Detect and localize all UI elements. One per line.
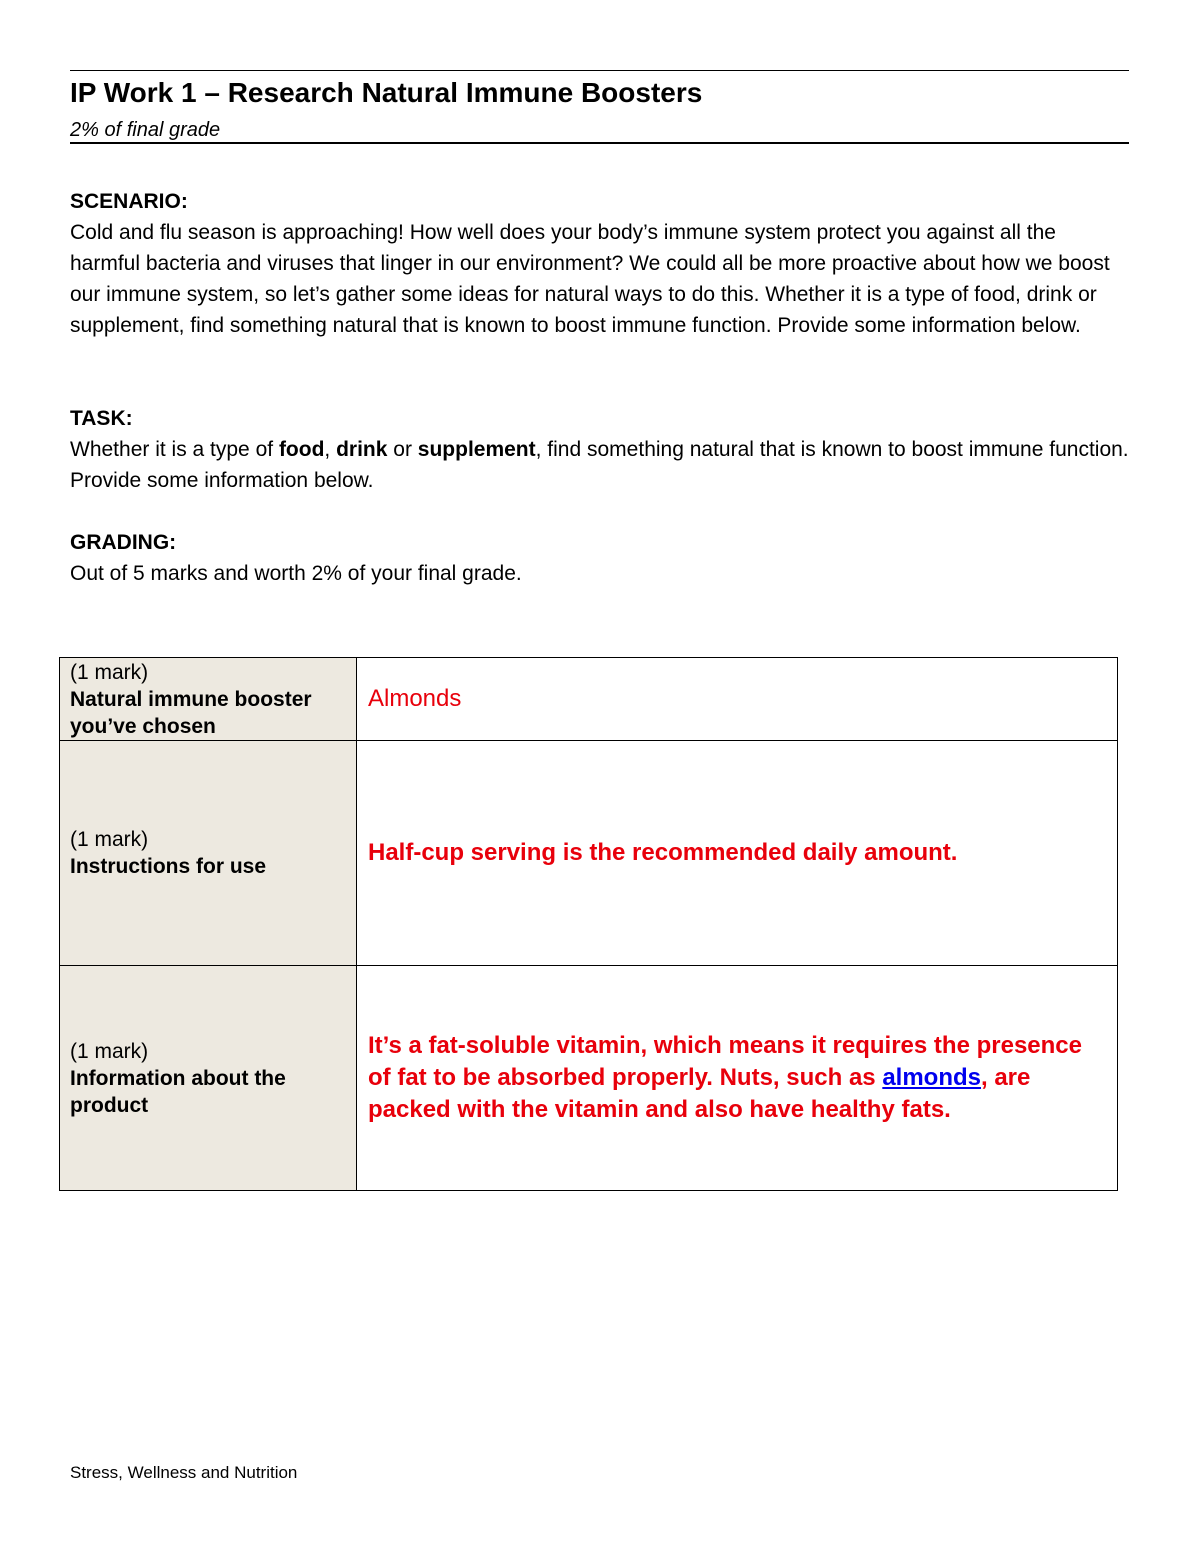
task-section (70, 403, 1130, 496)
grading-text: Out of 5 marks and worth 2% of your final grade. (70, 562, 522, 585)
row-marks: (1 mark) (70, 1039, 149, 1063)
scenario-heading: SCENARIO: (70, 190, 188, 213)
answer-table (59, 657, 1118, 1191)
row-marks: (1 mark) (70, 660, 149, 684)
task-text (70, 434, 1130, 496)
answer-text-2: , are packed with the vitamin and also have healthy fats. (368, 1064, 1031, 1123)
row-label: Information about the product (70, 1066, 286, 1117)
task-heading: TASK: (70, 407, 133, 430)
page-subtitle: 2% of final grade (70, 119, 221, 141)
task-text-1: Whether it is a type of (70, 438, 279, 461)
row-marks: (1 mark) (70, 828, 149, 851)
row-answer-cell: Half-cup serving is the recommended daily amount. (357, 741, 1118, 966)
row-label: Natural immune booster you’ve chosen (70, 687, 312, 738)
row-label-cell (60, 966, 357, 1191)
answer-text-1: It’s a fat-soluble vitamin, which means it requires the presence of fat to be absorbed properly. Nuts, such as (368, 1032, 1082, 1091)
row-label: Instructions for use (70, 855, 267, 878)
task-text-2: , (324, 438, 337, 461)
task-bold-supplement: supplement (417, 438, 536, 461)
almonds-link[interactable]: almonds (882, 1064, 981, 1091)
page-title: IP Work 1 – Research Natural Immune Boosters (70, 77, 703, 108)
task-text-3: or (387, 438, 418, 461)
row-label-cell (60, 658, 357, 741)
table-row (60, 741, 1118, 966)
task-text-4: , find something natural that is known to boost immune function. Provide some information below. (70, 438, 1129, 492)
scenario-section (70, 186, 1130, 341)
row-answer-cell: Almonds (357, 658, 1118, 741)
task-bold-food: food (278, 438, 325, 461)
table-row (60, 966, 1118, 1191)
row-label-cell (60, 741, 357, 966)
scenario-text: Cold and flu season is approaching! How well does your body’s immune system protect you against all the harmful bacteria and viruses that linger in our environment? We could all be more proactive about how we boost our immune system, so let’s gather some ideas for natural ways to do this. Whether it is a type of food, drink or supplement, find something natural that is known to boost immune function. Provide some information below. (70, 221, 1110, 337)
row-answer-cell (357, 966, 1118, 1191)
table-row (60, 658, 1118, 741)
header-rule-bottom (70, 142, 1129, 144)
task-bold-drink: drink (336, 438, 388, 461)
grading-heading: GRADING: (70, 531, 177, 554)
grading-section (70, 527, 1130, 589)
header-rule-top (70, 70, 1129, 71)
page-footer: Stress, Wellness and Nutrition (70, 1463, 298, 1482)
